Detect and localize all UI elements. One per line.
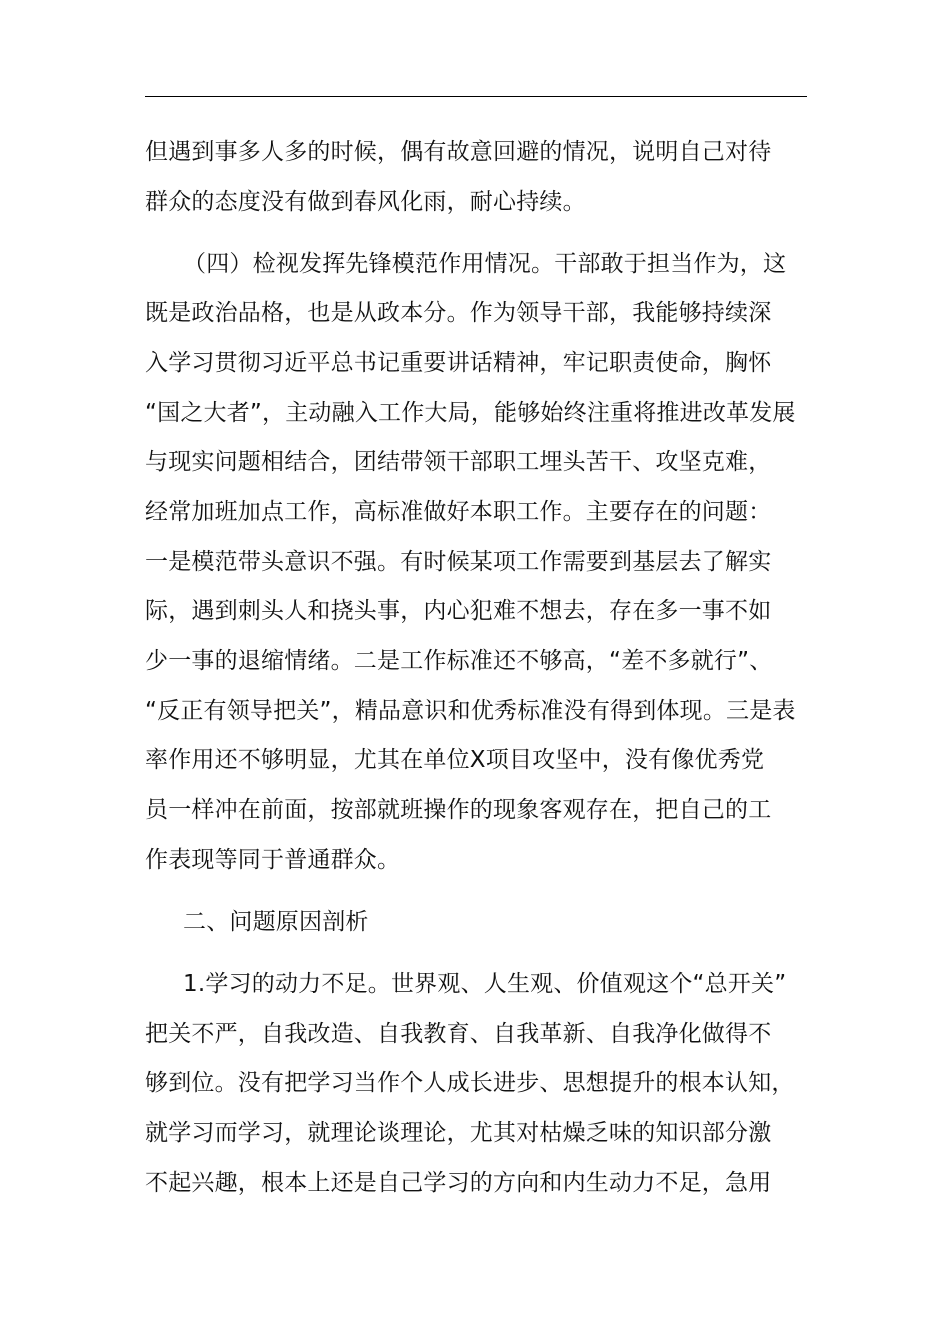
text-line: 率作用还不够明显，尤其在单位X项目攻坚中，没有像优秀党 — [145, 747, 765, 773]
text-line: 把关不严，自我改造、自我教育、自我革新、自我净化做得不 — [145, 1021, 772, 1047]
text-line: 经常加班加点工作，高标准做好本职工作。主要存在的问题： — [145, 499, 772, 525]
text-line: 群众的态度没有做到春风化雨，耐心持续。 — [145, 189, 586, 215]
text-line: 与现实问题相结合，团结带领干部职工埋头苦干、攻坚克难， — [145, 449, 772, 475]
text-line: 入学习贯彻习近平总书记重要讲话精神，牢记职责使命，胸怀 — [145, 350, 772, 376]
text-line: “反正有领导把关”，精品意识和优秀标准没有得到体现。三是表 — [145, 698, 796, 724]
text-line: 但遇到事多人多的时候，偶有故意回避的情况，说明自己对待 — [145, 139, 772, 165]
text-line: 够到位。没有把学习当作个人成长进步、思想提升的根本认知， — [145, 1070, 795, 1096]
text-line: 少一事的退缩情绪。二是工作标准还不够高，“差不多就行”、 — [145, 648, 773, 674]
text-line: 不起兴趣，根本上还是自己学习的方向和内生动力不足，急用 — [145, 1170, 772, 1196]
section-heading: 二、问题原因剖析 — [183, 909, 369, 935]
text-line: 作表现等同于普通群众。 — [145, 847, 401, 873]
text-line: （四）检视发挥先锋模范作用情况。干部敢于担当作为，这 — [183, 251, 787, 277]
text-line: 员一样冲在前面，按部就班操作的现象客观存在，把自己的工 — [145, 797, 772, 823]
text-line: 一是模范带头意识不强。有时候某项工作需要到基层去了解实 — [145, 549, 772, 575]
text-line: 就学习而学习，就理论谈理论，尤其对枯燥乏味的知识部分激 — [145, 1120, 772, 1146]
text-line: “国之大者”，主动融入工作大局，能够始终注重将推进改革发展 — [145, 400, 796, 426]
text-line: 既是政治品格，也是从政本分。作为领导干部，我能够持续深 — [145, 300, 772, 326]
text-line: 1.学习的动力不足。世界观、人生观、价值观这个“总开关” — [183, 971, 787, 997]
text-line: 际，遇到刺头人和挠头事，内心犯难不想去，存在多一事不如 — [145, 598, 772, 624]
header-rule — [145, 96, 807, 97]
